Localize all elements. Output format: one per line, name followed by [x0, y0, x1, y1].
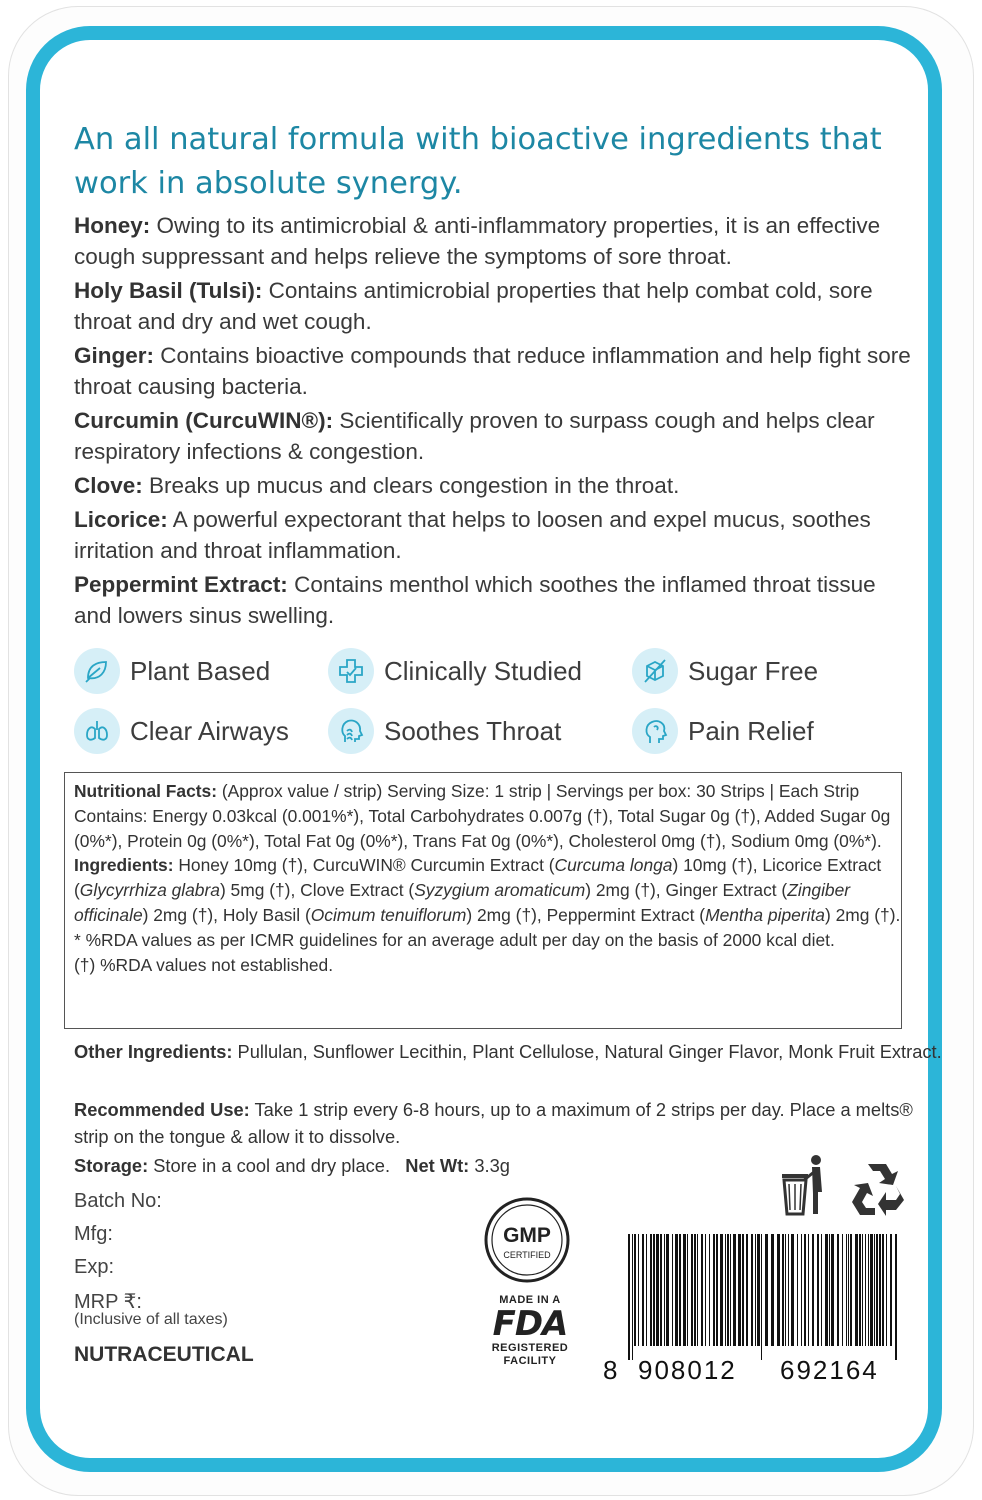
barcode-bar — [742, 1234, 744, 1346]
barcode-bar — [751, 1234, 753, 1346]
barcode-bar — [804, 1234, 806, 1346]
barcode-bar — [801, 1234, 802, 1346]
feature-badges — [74, 646, 894, 766]
barcode-bar — [821, 1234, 822, 1346]
latin-name: Zingiber officinale — [74, 880, 851, 925]
barcode-bar — [675, 1234, 678, 1346]
feature-label: Clinically Studied — [384, 655, 582, 686]
net-weight-label: Net Wt: — [405, 1155, 470, 1176]
barcode-bar — [709, 1234, 710, 1346]
barcode-bar — [879, 1234, 881, 1346]
barcode-bar — [886, 1234, 887, 1346]
barcode-bar — [701, 1234, 703, 1346]
barcode-bar — [656, 1234, 659, 1346]
barcode-bar — [876, 1234, 878, 1346]
barcode-bar — [666, 1234, 669, 1346]
fda-top-text: MADE IN A — [499, 1294, 561, 1306]
barcode-bar — [797, 1234, 798, 1346]
ingredient-name: Honey: — [74, 213, 151, 238]
dispose-in-bin-icon — [776, 1152, 832, 1220]
medical-cross-icon — [328, 648, 374, 694]
storage-label: Storage: — [74, 1155, 149, 1176]
barcode-bar — [720, 1234, 723, 1346]
latin-name: Ocimum tenuiflorum — [310, 904, 467, 925]
ingredient-amount: Honey 10mg (†), CurcuWIN® Curcumin Extract ( — [173, 855, 555, 876]
ingredient-amount: ) 2mg (†), Peppermint Extract ( — [466, 904, 706, 925]
barcode-bar — [757, 1234, 760, 1346]
batch-number: Batch No: — [74, 1190, 162, 1212]
ingredient-name: Clove: — [74, 473, 143, 498]
barcode-bar — [730, 1234, 731, 1346]
ingredient-clove — [74, 470, 914, 501]
ingredient-amount: ) 2mg (†), Ginger Extract ( — [585, 880, 788, 901]
barcode-bar — [733, 1234, 736, 1346]
other-ingredients-text: Pullulan, Sunflower Lecithin, Plant Cellulose, Natural Ginger Flavor, Monk Fruit Extract. — [232, 1041, 942, 1062]
ingredient-description: Contains bioactive compounds that reduce inflammation and help fight sore throat causing bacteria. — [74, 343, 911, 399]
feature-label: Sugar Free — [688, 655, 819, 686]
fda-facility-text: FACILITY — [503, 1355, 557, 1367]
barcode-bar — [771, 1234, 774, 1346]
barcode-bar — [782, 1234, 784, 1346]
feature-clear-airways — [74, 706, 289, 756]
barcode-bar — [653, 1234, 655, 1346]
nutrition-facts-box — [64, 772, 902, 1029]
barcode-bar — [713, 1234, 715, 1346]
barcode-bar — [777, 1234, 780, 1346]
recommended-use — [74, 1096, 944, 1150]
barcode-bar — [870, 1234, 873, 1346]
barcode-bar — [874, 1234, 875, 1346]
rda-footnote: (†) %RDA values not established. — [74, 954, 334, 975]
feature-sugar-free — [632, 646, 818, 696]
ingredient-licorice — [74, 504, 914, 566]
barcode-bar — [865, 1234, 866, 1346]
ingredient-amount: ) 5mg (†), Clove Extract ( — [219, 880, 415, 901]
barcode-bar — [683, 1234, 686, 1346]
category-label: NUTRACEUTICAL — [74, 1343, 254, 1366]
barcode-bar — [817, 1234, 819, 1346]
barcode-bar — [632, 1234, 633, 1360]
ingredient-description: Scientifically proven to surpass cough and helps clear respiratory infections & congestion. — [74, 408, 875, 464]
mrp-price: MRP ₹: — [74, 1291, 142, 1313]
barcode-bar — [679, 1234, 681, 1346]
barcode-bar — [791, 1234, 794, 1346]
latin-name: Glycyrrhiza glabra — [79, 880, 220, 901]
ingredient-curcumin — [74, 405, 914, 467]
barcode — [598, 1234, 904, 1360]
recommended-use-label: Recommended Use: — [74, 1099, 250, 1120]
ingredient-description: Owing to its antimicrobial & anti-inflammatory properties, it is an effective cough suppressant and helps relieve the symptoms of sore throat. — [74, 213, 881, 269]
barcode-bar — [716, 1234, 718, 1346]
barcode-bar — [890, 1234, 892, 1346]
barcode-bar — [895, 1234, 897, 1360]
barcode-bar — [808, 1234, 809, 1346]
ingredients-label: Ingredients: — [74, 855, 174, 876]
barcode-bar — [672, 1234, 673, 1346]
barcode-bar — [850, 1234, 852, 1346]
recommended-use-text: Take 1 strip every 6-8 hours, up to a maximum of 2 strips per day. Place a melts® strip on the tongue & allow it to dissolve. — [74, 1099, 913, 1147]
head-profile-icon — [632, 708, 678, 754]
latin-name: Curcuma longa — [554, 855, 673, 876]
barcode-bar — [785, 1234, 786, 1346]
barcode-bar — [694, 1234, 696, 1346]
barcode-bar — [697, 1234, 698, 1346]
ingredient-name: Ginger: — [74, 343, 155, 368]
barcode-bar — [727, 1234, 729, 1346]
barcode-bar — [831, 1234, 834, 1346]
barcode-digits-right: 692164 — [780, 1355, 879, 1385]
barcode-bar — [812, 1234, 814, 1346]
storage-text: Store in a cool and dry place. — [148, 1155, 391, 1176]
feature-label: Soothes Throat — [384, 715, 562, 746]
gmp-certified-text: CERTIFIED — [503, 1250, 551, 1260]
barcode-bar — [825, 1234, 828, 1346]
barcode-bar — [646, 1234, 647, 1346]
ingredient-peppermint — [74, 569, 914, 631]
other-ingredients — [74, 1038, 944, 1065]
mfg-date: Mfg: — [74, 1223, 113, 1245]
fda-logo: FDA — [492, 1304, 568, 1344]
feature-label: Plant Based — [130, 655, 271, 686]
barcode-bar — [755, 1234, 756, 1346]
ingredient-amount: ) 10mg (†), Licorice Extract ( — [74, 855, 882, 901]
barcode-bar — [746, 1234, 748, 1346]
tax-note: (Inclusive of all taxes) — [74, 1311, 228, 1328]
no-sugar-cube-icon — [632, 648, 678, 694]
barcode-digit-first: 8 — [603, 1355, 620, 1385]
barcode-bar — [638, 1234, 639, 1346]
ingredient-honey — [74, 210, 914, 272]
feature-label: Pain Relief — [688, 715, 814, 746]
barcode-bar — [691, 1234, 693, 1346]
barcode-bar — [846, 1234, 847, 1346]
latin-name: Syzygium aromaticum — [414, 880, 586, 901]
throat-icon — [328, 708, 374, 754]
ingredient-list — [74, 210, 914, 634]
net-weight-value: 3.3g — [469, 1155, 510, 1176]
latin-name: Mentha piperita — [705, 904, 825, 925]
barcode-bar — [634, 1234, 636, 1346]
barcode-bar — [660, 1234, 662, 1346]
feature-pain-relief — [632, 706, 814, 756]
ingredient-description: Breaks up mucus and clears congestion in the throat. — [142, 473, 680, 498]
feature-label: Clear Airways — [130, 715, 289, 746]
ingredient-name: Curcumin (CurcuWIN®): — [74, 408, 334, 433]
barcode-bar — [761, 1234, 762, 1360]
barcode-bar — [705, 1234, 706, 1346]
barcode-bar — [855, 1234, 858, 1346]
gmp-text: GMP — [503, 1224, 551, 1247]
lungs-icon — [74, 708, 120, 754]
barcode-bar — [628, 1234, 630, 1360]
barcode-bar — [837, 1234, 839, 1346]
barcode-bar — [862, 1234, 863, 1346]
ingredient-amount: ) 2mg (†), Holy Basil ( — [142, 904, 311, 925]
barcode-bar — [687, 1234, 688, 1346]
barcode-bar — [642, 1234, 644, 1346]
fda-registered-text: REGISTERED — [491, 1342, 569, 1354]
ingredient-name: Holy Basil (Tulsi): — [74, 278, 263, 303]
ingredient-description: Contains antimicrobial properties that help combat cold, sore throat and dry and wet cough. — [74, 278, 873, 334]
barcode-bar — [765, 1234, 768, 1346]
barcode-bar — [650, 1234, 652, 1346]
fda-badge — [482, 1294, 578, 1368]
nutrition-label: Nutritional Facts: — [74, 781, 217, 801]
headline: An all natural formula with bioactive ingredients that work in absolute synergy. — [74, 122, 882, 201]
barcode-bar — [738, 1234, 741, 1346]
barcode-bar — [725, 1234, 726, 1346]
ingredient-name: Licorice: — [74, 507, 168, 532]
barcode-bar — [882, 1234, 884, 1346]
barcode-digits-left: 908012 — [638, 1355, 737, 1385]
leaf-icon — [74, 648, 120, 694]
other-ingredients-label: Other Ingredients: — [74, 1041, 233, 1062]
barcode-bar — [788, 1234, 789, 1346]
barcode-bar — [842, 1234, 843, 1346]
gmp-certified-badge — [483, 1196, 571, 1284]
ingredient-description: Contains menthol which soothes the inflamed throat tissue and lowers sinus swelling. — [74, 572, 876, 628]
feature-plant-based — [74, 646, 270, 696]
ingredient-description: A powerful expectorant that helps to loosen and expel mucus, soothes irritation and throat inflammation. — [74, 507, 871, 563]
barcode-bar — [868, 1234, 869, 1346]
exp-date: Exp: — [74, 1256, 115, 1278]
ingredient-amount: ) 2mg (†). * %RDA values as per ICMR guidelines for an average adult per day on the basis of 2000 kcal diet. — [74, 904, 901, 950]
recycle-icon — [846, 1158, 908, 1218]
nutrition-values: (Approx value / strip) Serving Size: 1 strip | Servings per box: 30 Strips | Each Strip Contains: Energy 0.03kcal (0.001%*), Total Carbohydrates 0.007g (†), Total Sugar 0g (†), Added Sugar 0g (0%*), Protein 0g (0%*), Total Fat 0g (0%*), Trans Fat 0g (0%*), Cholesterol 0mg (†), Sodium 0mg (0%*). — [74, 781, 891, 851]
ingredient-holy-basil — [74, 275, 914, 337]
feature-soothes-throat — [328, 706, 561, 756]
barcode-bar — [829, 1234, 830, 1346]
feature-clinically-studied — [328, 646, 582, 696]
ingredient-name: Peppermint Extract: — [74, 572, 288, 597]
barcode-bar — [848, 1234, 849, 1346]
barcode-bar — [859, 1234, 861, 1346]
barcode-bar — [664, 1234, 665, 1346]
ingredient-ginger — [74, 340, 914, 402]
